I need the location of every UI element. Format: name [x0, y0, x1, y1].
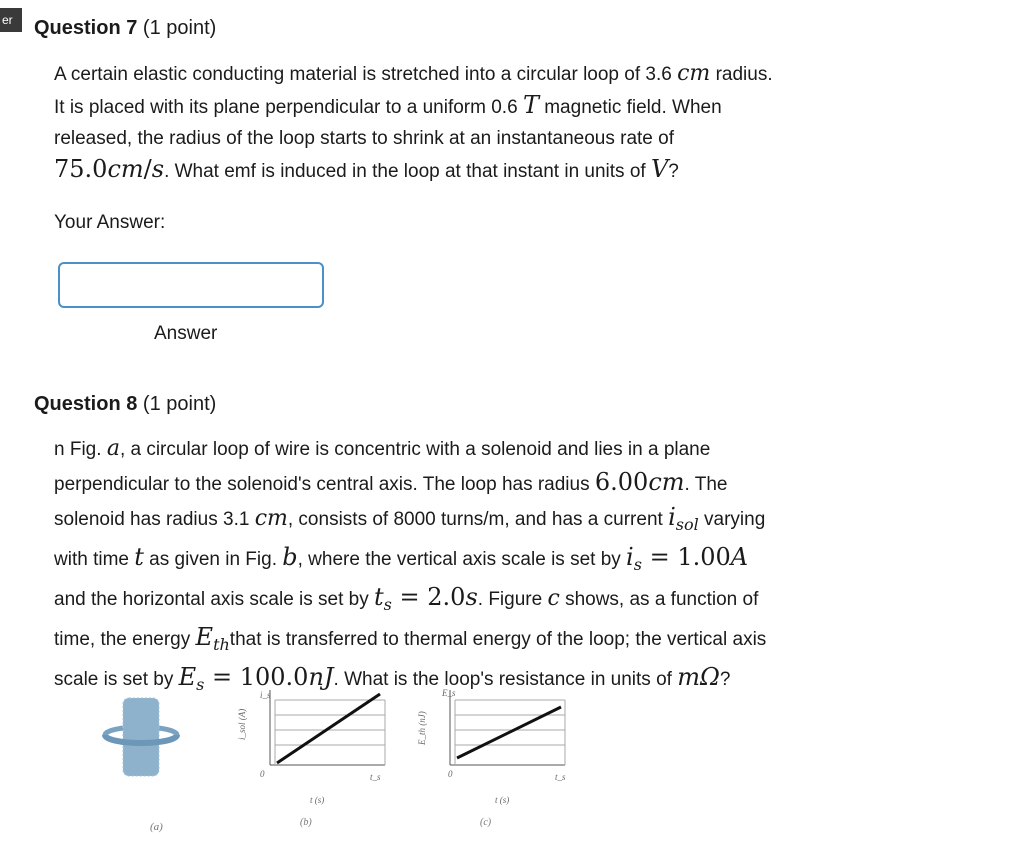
graph-c-xlabel: t (s) — [495, 795, 510, 805]
solenoid-diagram — [105, 698, 177, 776]
solenoid-body — [123, 698, 159, 776]
graph-c — [417, 688, 566, 828]
answer-input[interactable] — [58, 262, 324, 308]
question-8-figure — [95, 680, 655, 850]
your-answer-label: Your Answer: — [54, 212, 166, 233]
panel-c-label: (c) — [480, 817, 492, 828]
graph-c-zero: 0 — [448, 769, 453, 779]
question-7-title: Question 7 (1 point) — [34, 17, 217, 39]
graph-b-grid — [275, 700, 385, 765]
question-8-title: Question 8 (1 point) — [34, 393, 217, 415]
graph-b-line — [277, 694, 380, 763]
graph-b-zero: 0 — [260, 769, 265, 779]
graph-b-xlabel: t (s) — [310, 795, 325, 805]
graph-b-ylabel: i_sol (A) — [237, 708, 247, 740]
graph-c-ylabel: E_th (nJ) — [417, 711, 427, 745]
question-8-text: n Fig. a, a circular loop of wire is concentric with a solenoid and lies in a plane perpendicular to the solenoid's central axis. The loop has radius 6.00cm. The solenoid has radius 3.1 cm, consists of 8000 turns/m, and has a current $i_{sol}$ varying with time t as given in Fig. b, where the vertical axis scale is set by $i_s = 1.00A$ and the horizontal axis scale is set by $t_s = 2.0s$. Figure c shows, as a function of time, the energy $E_{th}that$ is transferred to thermal energy of the loop; the vertical axis scale is set by $E_s = 100.0nJ$. What is the loop's resistance in units of mΩ? — [54, 436, 767, 694]
graph-c-xtick: t_s — [555, 772, 566, 782]
graph-b — [237, 690, 385, 828]
panel-a-label: (a) — [150, 821, 163, 833]
corner-tab[interactable]: er — [0, 8, 22, 32]
answer-field-label: Answer — [154, 323, 218, 344]
graph-b-ytick: i_s — [260, 690, 271, 700]
graph-b-xtick: t_s — [370, 772, 381, 782]
graph-c-ytick: E_s — [442, 688, 456, 698]
question-7-text: A certain elastic conducting material is stretched into a circular loop of 3.6 cm radius. It is placed with its plane perpendicular to a uniform 0.6 T magnetic field. When released, the radius of the loop starts to shrink at an instantaneous rate of 75.0cm/s. What emf is induced in the loop at that instant in units of V? — [54, 61, 773, 183]
panel-b-label: (b) — [300, 817, 312, 828]
